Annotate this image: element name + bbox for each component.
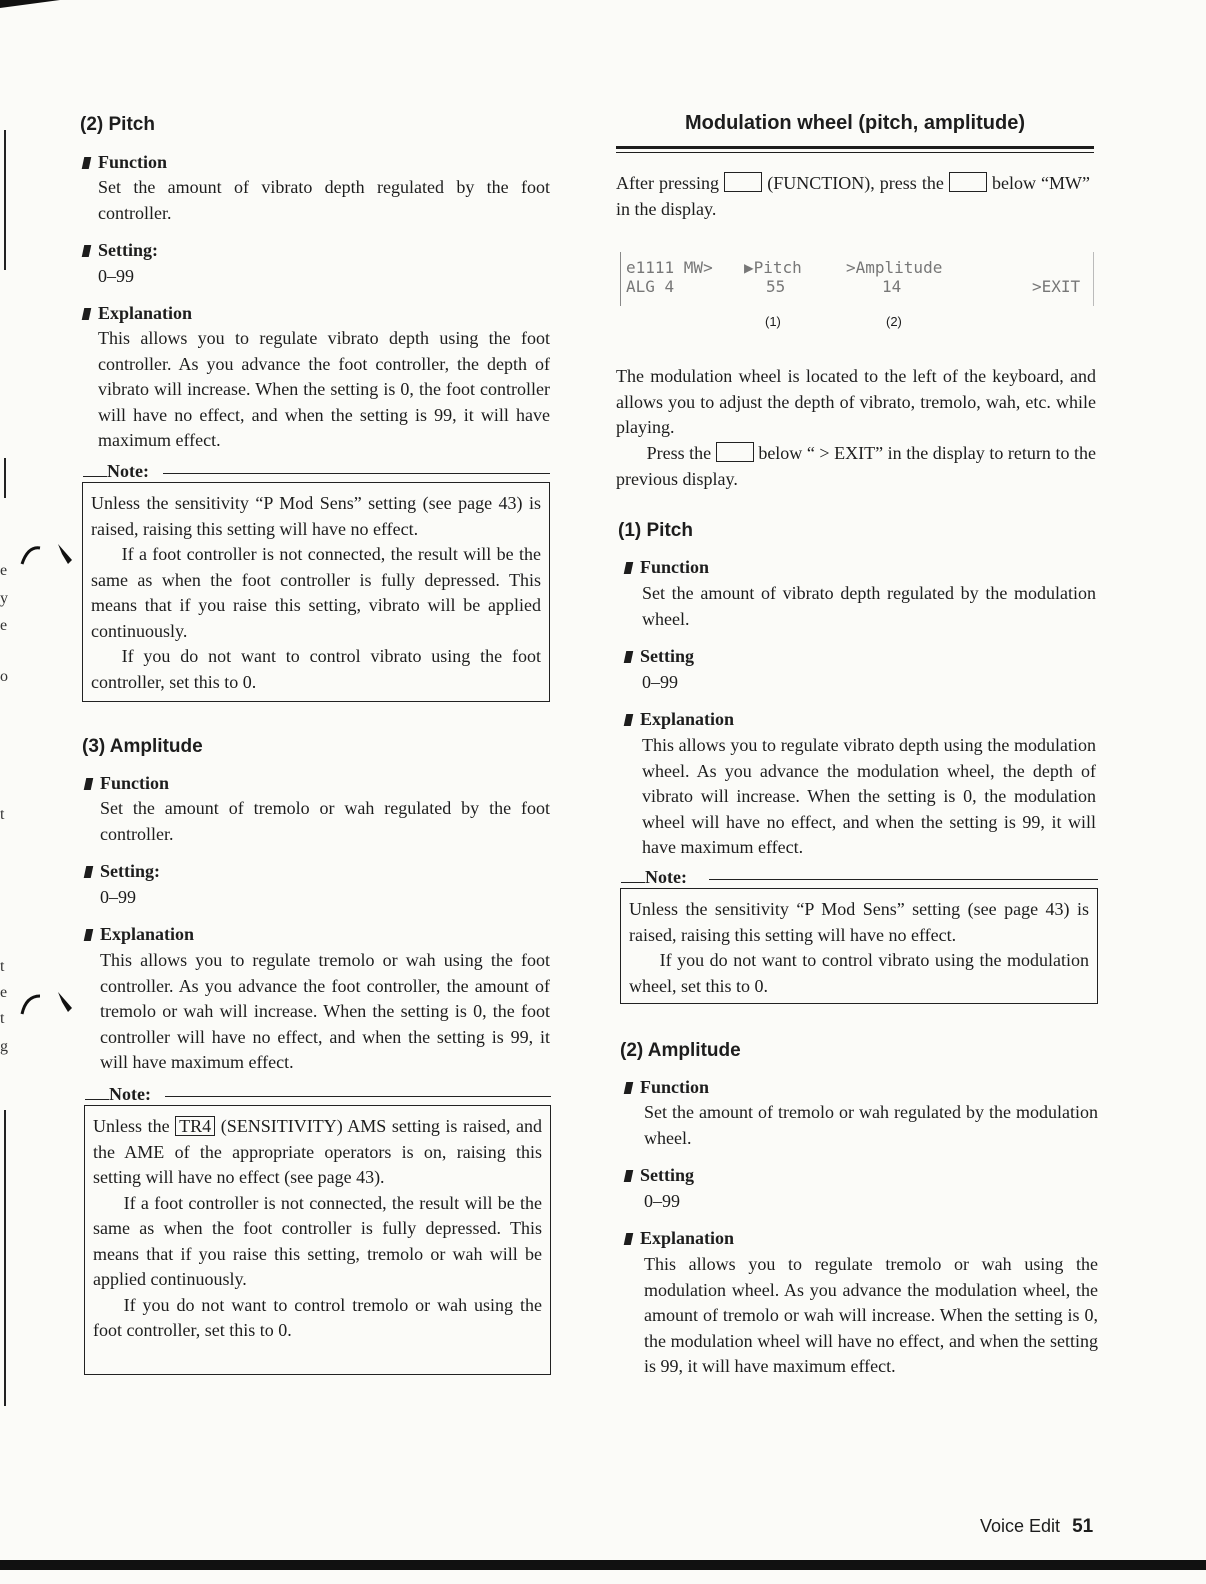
page-footer [980, 1516, 1093, 1538]
note-box [620, 867, 1098, 1004]
setting-value: 0–99 [642, 672, 678, 692]
margin-mark: t [0, 806, 5, 823]
section-heading-pitch: (2) Pitch [80, 114, 155, 135]
description-text [616, 441, 1096, 492]
description-text: The modulation wheel is located to the left of the keyboard, and allows you to adjust the depth of vibrato, tremolo, wah, etc. while playing. [616, 366, 1096, 437]
callout-label: (1) [765, 314, 781, 329]
function-heading: Function [80, 152, 167, 173]
explanation-heading: Explanation [82, 924, 194, 945]
note-paragraph: Unless the sensitivity “P Mod Sens” setting (see page 43) is raised, raising this setting will have no effect. [629, 899, 1089, 945]
margin-mark: e [0, 562, 8, 579]
description-text-b: below “ > EXIT” in the display to return to the previous display. [616, 443, 1097, 489]
edge-line [4, 458, 6, 498]
section-heading-pitch: (1) Pitch [618, 520, 693, 541]
bottom-bar [0, 1560, 1206, 1570]
note-box [82, 461, 550, 702]
footer-section: Voice Edit [980, 1516, 1061, 1536]
note-text: (SENSITIVITY) AMS setting is raised, and the AME of the appropriate operators is on, raising this setting will have no effect (see page 43). [93, 1116, 543, 1187]
intro-text-a: After pressing [616, 173, 720, 193]
corner-mark [0, 0, 60, 8]
margin-mark: e [0, 984, 8, 1001]
setting-heading: Setting [622, 1165, 694, 1186]
page-number: 51 [1072, 1516, 1094, 1537]
margin-mark: o [0, 668, 8, 685]
setting-heading: Setting [622, 646, 694, 667]
setting-value: 0–99 [644, 1191, 680, 1211]
callout-label: (2) [886, 314, 902, 329]
explanation-heading: Explanation [622, 709, 734, 730]
lcd-border [1093, 252, 1094, 306]
setting-heading: Setting: [82, 861, 160, 882]
registration-mark [18, 540, 78, 574]
function-text: Set the amount of tremolo or wah regulated by the foot controller. [100, 798, 550, 844]
explanation-text: This allows you to regulate vibrato depth using the foot controller. As you advance the foot controller, the depth of vibrato will increase. When the setting is 0, the foot controller will have no effect, and when the setting is 99, it will have maximum effect. [98, 328, 550, 450]
function-heading: Function [82, 773, 169, 794]
description-text-a: Press the [646, 443, 712, 463]
note-paragraph: If a foot controller is not connected, the result will be the same as when the foot controller is fully depressed. This means that if you raise this setting, tremolo or wah will be applied continuously. [93, 1192, 542, 1289]
lcd-text: 55 [766, 277, 786, 296]
note-paragraph: If you do not want to control vibrato using the foot controller, set this to 0. [91, 646, 541, 692]
explanation-text: This allows you to regulate tremolo or wah using the foot controller. As you advance the foot controller, the amount of tremolo or wah will increase. When the setting is 0, the foot controller will have no effect, and when the setting is 99, it will have maximum effect. [100, 950, 550, 1072]
explanation-heading: Explanation [622, 1228, 734, 1249]
tr4-key: TR4 [175, 1116, 215, 1136]
function-heading: Function [622, 557, 709, 578]
note-label: Note: [85, 1084, 155, 1105]
note-text: Unless the [93, 1116, 170, 1136]
function-text: Set the amount of tremolo or wah regulated by the modulation wheel. [644, 1102, 1098, 1148]
title-rule [616, 152, 1094, 153]
edge-line [4, 130, 6, 270]
explanation-text: This allows you to regulate tremolo or wah using the modulation wheel. As you advance the modulation wheel, the amount of tremolo or wah will increase. When the setting is 0, the modulation wheel will have no effect, and when the setting is 99, it will have maximum effect. [644, 1254, 1098, 1376]
intro-text-b: (FUNCTION), press the [767, 173, 944, 193]
title-rule [616, 146, 1094, 149]
note-rule [163, 473, 550, 474]
lcd-text: ALG 4 [626, 277, 675, 296]
lcd-text: e1111 MW> [626, 258, 713, 277]
setting-heading: Setting: [80, 240, 158, 261]
setting-value: 0–99 [98, 266, 134, 286]
note-paragraph: If a foot controller is not connected, the result will be the same as when the foot controller is fully depressed. This means that if you raise this setting, vibrato will be applied continuously. [91, 544, 541, 641]
key-symbol [716, 442, 754, 462]
function-text: Set the amount of vibrato depth regulated by the foot controller. [98, 177, 550, 223]
setting-value: 0–99 [100, 887, 136, 907]
function-heading: Function [622, 1077, 709, 1098]
lcd-text: ▶Pitch [744, 258, 802, 277]
key-symbol [949, 172, 987, 192]
margin-mark: e [0, 617, 8, 634]
note-label: Note: [621, 867, 691, 888]
section-heading-amplitude: (3) Amplitude [82, 736, 203, 757]
margin-mark: t [0, 1010, 5, 1027]
note-rule [165, 1096, 551, 1097]
page-title: Modulation wheel (pitch, amplitude) [685, 112, 1025, 134]
margin-mark: g [0, 1038, 8, 1055]
note-label: Note: [83, 461, 153, 482]
key-symbol [724, 172, 762, 192]
note-rule [709, 879, 1098, 880]
explanation-text: This allows you to regulate vibrato depth using the modulation wheel. As you advance the modulation wheel, the depth of vibrato will increase. When the setting is 0, the modulation wheel will have no effect, and when the setting is 99, it will have maximum effect. [642, 735, 1096, 857]
margin-mark: t [0, 958, 5, 975]
lcd-text: 14 [882, 277, 902, 296]
intro-text [616, 171, 1090, 222]
note-paragraph: If you do not want to control tremolo or wah using the foot controller, set this to 0. [93, 1294, 542, 1340]
lcd-text: >Amplitude [846, 258, 943, 277]
edge-line [4, 1110, 6, 1406]
section-heading-amplitude: (2) Amplitude [620, 1040, 741, 1061]
note-paragraph: Unless the sensitivity “P Mod Sens” setting (see page 43) is raised, raising this setting will have no effect. [91, 493, 541, 539]
registration-mark [18, 986, 78, 1020]
lcd-text: >EXIT [1032, 277, 1081, 296]
margin-mark: y [0, 590, 8, 607]
note-paragraph [93, 1114, 542, 1191]
lcd-display [620, 256, 1090, 304]
intro-text-c: below “MW” in the display. [616, 173, 1091, 219]
explanation-heading: Explanation [80, 303, 192, 324]
function-text: Set the amount of vibrato depth regulated by the modulation wheel. [642, 583, 1096, 629]
note-paragraph: If you do not want to control vibrato using the modulation wheel, set this to 0. [629, 950, 1089, 996]
note-box [84, 1084, 551, 1375]
